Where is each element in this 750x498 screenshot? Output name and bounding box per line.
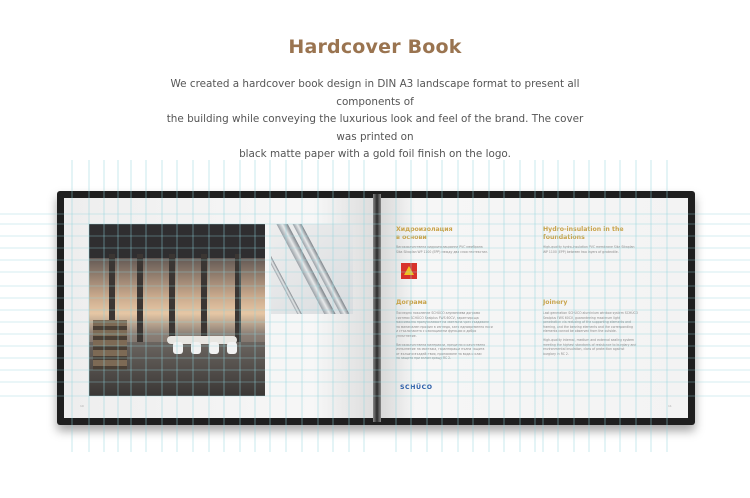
photo-window-mullion [137,254,143,346]
text-line: и стъклопакета с изолационни функции и добро [396,329,477,334]
block4-text [543,311,638,356]
text-line: на защита при взлом срещу RC 2. [396,356,452,361]
photo-window-mullion [201,254,207,346]
text-line: High-quality hydro-insulation PVC membrane Sika Sikaplan [543,245,635,249]
text-line: burglary in RC 2. [543,351,569,356]
photo-chair [191,342,201,354]
block1-text [396,245,488,254]
text-line: Sika Sikaplan WP 1100 (EPP) между два слоя геотекстил. [396,249,489,254]
text-line: Last generation SCHÜCO aluminium window system SCHÜCO [543,311,639,315]
heading-line: Hydro-insulation in the [543,226,624,233]
text-line: Висококачествена хидроизолационна PVC мембрана [396,245,483,249]
photo-window-mullion [169,254,175,346]
photo-ceiling [89,224,265,258]
schueco-logo: SCHÜCO [400,384,433,391]
text-line: WP 1100 (EPP) between two layers of geotextile. [543,249,619,254]
sika-logo-mark [404,266,414,275]
text-line: Последно поколение SCHÜCO алуминиева дограма [396,311,481,315]
block2-text [543,245,635,254]
description-line: We created a hardcover book design in DIN A3 landscape format to present all components of [170,78,580,108]
photo-bookshelf [93,320,127,370]
heading-line: foundations [543,233,585,241]
text-line: на минимален профил в изгледа, като едновременно носи [396,324,493,329]
block2-heading [543,226,624,241]
text-line: elements cannot be observed from the outside. [543,329,617,334]
text-line: Sealplus FWS 60CV, guaranteeing maximum light [543,315,621,320]
text-line: системи SCHÜCO Sealplus FWS 60CV, гарантираща [396,315,479,320]
description-line: the building while conveying the luxurious look and feel of the brand. The cover was printed on [166,113,584,143]
photo-chair [173,342,183,354]
text-line: уплътнение. [396,333,417,338]
text-line: Висококачествени материали, прецизно и качествено [396,342,486,347]
text-line: максимална пропускливост на светлина чрез създаване [396,320,489,325]
sika-logo [401,263,417,279]
block3-text [396,311,493,361]
text-line: изпълнение на монтажа, гарантиращи пълна защита [396,347,485,352]
heading-line: Хидроизолация [396,226,453,233]
heading-line: в основи [396,233,427,241]
page-title: Hardcover Book [288,36,462,58]
description-line: black matte paper with a gold foil finish on the logo. [239,148,511,160]
block1-heading [396,226,453,241]
book-spine [373,194,381,422]
text-line: penetration via reducing of the supporting elements and [543,320,631,325]
window-frame-photo [271,224,353,314]
photo-window-mullion [235,254,241,346]
text-line: environmental insulation, class of protection against [543,347,625,352]
right-page-number: 11 [668,404,672,408]
page-description [160,76,590,164]
block3-heading: Дограма [396,299,427,306]
text-line: meeting the highest standards of resistance to burglary and [543,342,637,347]
photo-chair [209,342,219,354]
interior-photo [89,224,265,396]
left-page-number: 10 [80,404,84,408]
photo-chair [227,342,237,354]
text-line: от външни въздействия, проникване на вода и клас [396,351,482,356]
text-line: High-quality internal, medium and external sealing system [543,337,635,342]
text-line: framing, and the bearing elements and the corresponding [543,324,634,329]
block4-heading: Joinery [543,299,568,306]
